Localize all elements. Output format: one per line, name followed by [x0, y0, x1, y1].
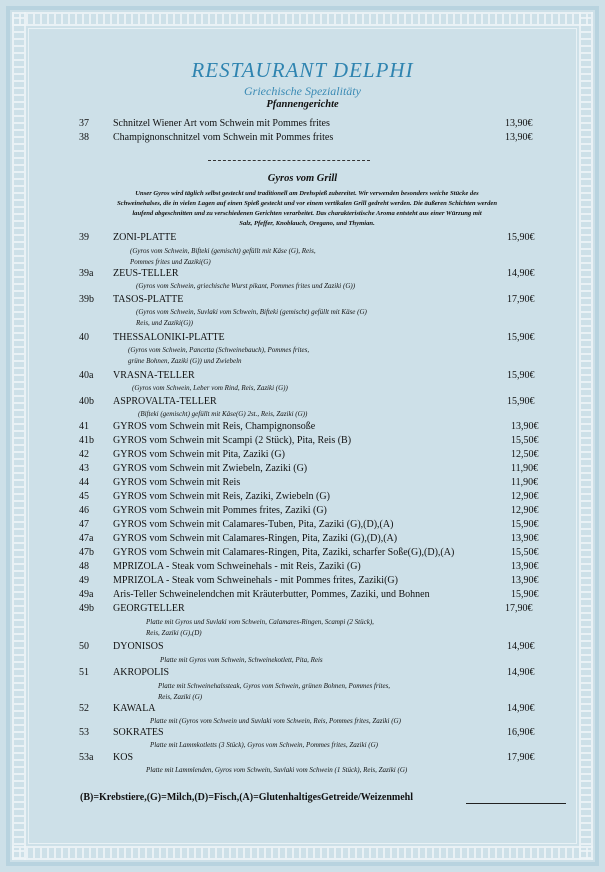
section-heading-pfannengerichte: Pfannengerichte [266, 99, 339, 110]
intro-line: laufend abgeschnitten und zu verschiedenen Gerichten verarbeitet. Das charakteristische Aroma entsteht aus einer Würzung mit [132, 210, 482, 217]
menu-item-number: 41 [79, 421, 89, 432]
section-heading-gyros: Gyros vom Grill [267, 173, 338, 184]
menu-item-description [150, 740, 378, 751]
menu-item-price: 11,90€ [511, 477, 539, 488]
menu-item-price: 15,90€ [511, 589, 539, 600]
section-divider [208, 160, 370, 161]
menu-item-number: 50 [79, 641, 89, 652]
description-line: (Gyros vom Schwein, Suvlaki vom Schwein, Bifteki (gemischt) gefüllt mit Käse (G) [136, 308, 367, 316]
menu-item-name: Aris-Teller Schweinelendchen mit Kräuterbutter, Pommes, Zaziki, und Bohnen [113, 589, 430, 600]
menu-item-row [0, 232, 605, 245]
menu-item-name: VRASNA-TELLER [113, 370, 195, 381]
menu-item-description [146, 765, 407, 776]
menu-item-price: 16,90€ [507, 727, 535, 738]
description-line: (Gyros vom Schwein, griechische Wurst pikant, Pommes frites und Zaziki (G)) [136, 282, 356, 290]
description-line: Reis, und Zaziki(G)) [136, 319, 193, 327]
menu-item-number: 42 [79, 449, 89, 460]
menu-item-name: ZEUS-TELLER [113, 268, 179, 279]
menu-item-row [0, 268, 605, 281]
description-line: Reis, Zaziki (G) [158, 693, 203, 701]
menu-item-description [132, 383, 288, 394]
menu-item-name: SOKRATES [113, 727, 164, 738]
menu-item-number: 49a [79, 589, 94, 600]
menu-item-price: 15,90€ [507, 232, 535, 243]
menu-item-price: 13,90€ [511, 533, 539, 544]
menu-item-row [0, 752, 605, 765]
description-line: Platte mit Gyros vom Schwein, Schweinekotlett, Pita, Reis [160, 656, 323, 664]
menu-item-number: 41b [79, 435, 94, 446]
menu-item-number: 49 [79, 575, 89, 586]
description-line: grüne Bohnen, Zaziki (G)) und Zwiebeln [128, 357, 242, 365]
menu-item-description [150, 716, 401, 727]
menu-item-name: GYROS vom Schwein mit Pommes frites, Zaziki (G) [113, 505, 327, 516]
menu-item-description [128, 345, 309, 367]
menu-item-name: GYROS vom Schwein mit Pita, Zaziki (G) [113, 449, 285, 460]
menu-item-price: 14,90€ [507, 641, 535, 652]
menu-item-price: 12,90€ [511, 505, 539, 516]
menu-item-price: 11,90€ [511, 463, 539, 474]
restaurant-title: RESTAURANT DELPHI [191, 58, 414, 82]
description-line: Platte mit Gyros und Suvlaki vom Schwein, Calamares-Ringen, Scampi (2 Stück), [146, 618, 374, 626]
menu-item-price: 17,90€ [507, 752, 535, 763]
menu-item-number: 44 [79, 477, 89, 488]
menu-item-number: 48 [79, 561, 89, 572]
menu-item-row [0, 294, 605, 307]
menu-item-price: 12,90€ [511, 491, 539, 502]
menu-item-name: KAWALA [113, 703, 156, 714]
description-line: Platte mit Schweinehalssteak, Gyros vom Schwein, grünen Bohnen, Pommes frites, [158, 682, 391, 690]
menu-item-row [0, 449, 605, 462]
greek-key-border-top [12, 12, 593, 26]
menu-item-name: GYROS vom Schwein mit Calamares-Ringen, Pita, Zaziki (G),(D),(A) [113, 533, 398, 544]
menu-item-number: 40a [79, 370, 94, 381]
menu-item-name: GYROS vom Schwein mit Zwiebeln, Zaziki (G) [113, 463, 308, 474]
description-line: (Bifteki (gemischt) gefüllt mit Käse(G) 2st., Reis, Zaziki (G)) [138, 410, 308, 418]
menu-item-name: MPRIZOLA - Steak vom Schweinehals - mit Reis, Zaziki (G) [113, 561, 361, 572]
description-line: Platte mit Lammkotletts (3 Stück), Gyros vom Schwein, Pommes frites, Zaziki (G) [150, 741, 378, 749]
menu-item-row [0, 547, 605, 560]
restaurant-subtitle: Griechische Spezialitäty [244, 84, 361, 98]
menu-item-row [0, 533, 605, 546]
description-line: Platte mit (Gyros vom Schwein und Suvlaki vom Schwein, Reis, Pommes frites, Zaziki (G) [150, 717, 401, 725]
menu-item-number: 53a [79, 752, 94, 763]
menu-item-price: 13,90€ [511, 421, 539, 432]
menu-item-price: 15,90€ [507, 396, 535, 407]
description-line: Platte mit Lammlenden, Gyros vom Schwein, Suvlaki vom Schwein (1 Stück), Reis, Zaziki (G) [146, 766, 408, 774]
menu-item-row [0, 396, 605, 409]
menu-item-name: GYROS vom Schwein mit Reis, Champignonsoße [113, 421, 316, 432]
menu-item-price: 14,90€ [507, 667, 535, 678]
menu-item-row [0, 491, 605, 504]
menu-item-row [0, 519, 605, 532]
description-line: Reis, Zaziki (G),(D) [146, 629, 202, 637]
menu-item-price: 12,50€ [511, 449, 539, 460]
menu-item-name: GYROS vom Schwein mit Scampi (2 Stück), Pita, Reis (B) [113, 435, 352, 446]
menu-item-price: 15,90€ [507, 370, 535, 381]
menu-item-description [146, 617, 374, 639]
legend-underline [466, 803, 566, 804]
menu-item-name: DYONISOS [113, 641, 164, 652]
menu-item-number: 40b [79, 396, 94, 407]
menu-item-row [0, 132, 605, 145]
menu-item-row [0, 703, 605, 716]
menu-item-name: KOS [113, 752, 134, 763]
menu-item-name: TASOS-PLATTE [113, 294, 184, 305]
menu-item-row [0, 561, 605, 574]
menu-item-name: MPRIZOLA - Steak vom Schweinehals - mit Pommes frites, Zaziki(G) [113, 575, 398, 586]
menu-item-number: 45 [79, 491, 89, 502]
menu-item-name: AKROPOLIS [113, 667, 170, 678]
menu-item-price: 15,50€ [511, 547, 539, 558]
menu-item-name: THESSALONIKI-PLATTE [113, 332, 225, 343]
menu-item-number: 40 [79, 332, 89, 343]
menu-item-row [0, 435, 605, 448]
menu-item-row [0, 575, 605, 588]
menu-item-number: 53 [79, 727, 89, 738]
menu-item-price: 14,90€ [507, 268, 535, 279]
menu-item-row [0, 370, 605, 383]
menu-item-number: 49b [79, 603, 94, 614]
menu-item-number: 39b [79, 294, 94, 305]
menu-item-row [0, 505, 605, 518]
menu-item-price: 13,90€ [511, 575, 539, 586]
menu-item-number: 51 [79, 667, 89, 678]
menu-item-number: 47b [79, 547, 94, 558]
menu-item-row [0, 727, 605, 740]
menu-item-price: 13,90€ [505, 118, 533, 129]
menu-item-price: 14,90€ [507, 703, 535, 714]
menu-item-row [0, 603, 605, 616]
menu-item-row [0, 463, 605, 476]
menu-item-number: 39a [79, 268, 94, 279]
menu-item-row [0, 667, 605, 680]
menu-item-number: 46 [79, 505, 89, 516]
description-line: (Gyros vom Schwein, Bifteki (gemischt) gefüllt mit Käse (G), Reis, [130, 247, 316, 255]
menu-item-name: GYROS vom Schwein mit Calamares-Ringen, Pita, Zaziki, scharfer Soße(G),(D),(A) [113, 547, 455, 558]
menu-item-row [0, 118, 605, 131]
menu-item-number: 38 [79, 132, 89, 143]
menu-item-number: 39 [79, 232, 89, 243]
menu-item-name: GYROS vom Schwein mit Reis [113, 477, 241, 488]
greek-key-border-bottom [12, 846, 593, 860]
menu-item-number: 43 [79, 463, 89, 474]
menu-item-description [130, 246, 316, 268]
menu-item-row [0, 332, 605, 345]
menu-item-description [138, 409, 307, 420]
intro-line: Salz, Pfeffer, Knoblauch, Oregano, und Thymian. [239, 220, 375, 227]
menu-item-row [0, 589, 605, 602]
menu-item-name: ZONI-PLATTE [113, 232, 177, 243]
menu-item-number: 52 [79, 703, 89, 714]
menu-item-description [158, 681, 390, 703]
menu-item-description [136, 307, 367, 329]
menu-item-name: GYROS vom Schwein mit Calamares-Tuben, Pita, Zaziki (G),(D),(A) [113, 519, 394, 530]
menu-item-row [0, 421, 605, 434]
menu-item-row [0, 477, 605, 490]
menu-item-description [136, 281, 355, 292]
description-line: (Gyros vom Schwein, Leber vom Rind, Reis, Zaziki (G)) [132, 384, 288, 392]
menu-item-row [0, 641, 605, 654]
description-line: Pommes frites und Zaziki(G) [130, 258, 211, 266]
intro-line: Unser Gyros wird täglich selbst gesteckt und traditionell am Drehspieß zubereitet. Wir verwenden besonders weiche Stücke des [135, 190, 479, 197]
allergen-legend: (B)=Krebstiere,(G)=Milch,(D)=Fisch,(A)=GlutenhaltigesGetreide/Weizenmehl [80, 792, 414, 803]
menu-item-price: 15,90€ [511, 519, 539, 530]
menu-item-name: Champignonschnitzel vom Schwein mit Pommes frites [113, 132, 334, 143]
menu-item-number: 37 [79, 118, 89, 129]
description-line: (Gyros vom Schwein, Pancetta (Schweinebauch), Pommes frites, [128, 346, 310, 354]
menu-item-price: 17,90€ [507, 294, 535, 305]
menu-item-price: 13,90€ [505, 132, 533, 143]
menu-item-number: 47 [79, 519, 89, 530]
menu-item-price: 13,90€ [511, 561, 539, 572]
menu-item-price: 15,50€ [511, 435, 539, 446]
intro-line: Schweinehalses, die in vielen Lagen auf einen Spieß gesteckt und vor einem vertikalen Grill gedreht werden. Die äußeren Schichten werden [116, 200, 498, 207]
menu-item-name: GEORGTELLER [113, 603, 185, 614]
menu-item-number: 47a [79, 533, 94, 544]
menu-item-price: 17,90€ [505, 603, 533, 614]
menu-item-name: ASPROVALTA-TELLER [113, 396, 217, 407]
menu-item-price: 15,90€ [507, 332, 535, 343]
gyros-intro-text [92, 189, 522, 229]
menu-item-name: GYROS vom Schwein mit Reis, Zaziki, Zwiebeln (G) [113, 491, 330, 502]
menu-item-description [160, 655, 323, 666]
menu-item-name: Schnitzel Wiener Art vom Schwein mit Pommes frites [113, 118, 330, 129]
